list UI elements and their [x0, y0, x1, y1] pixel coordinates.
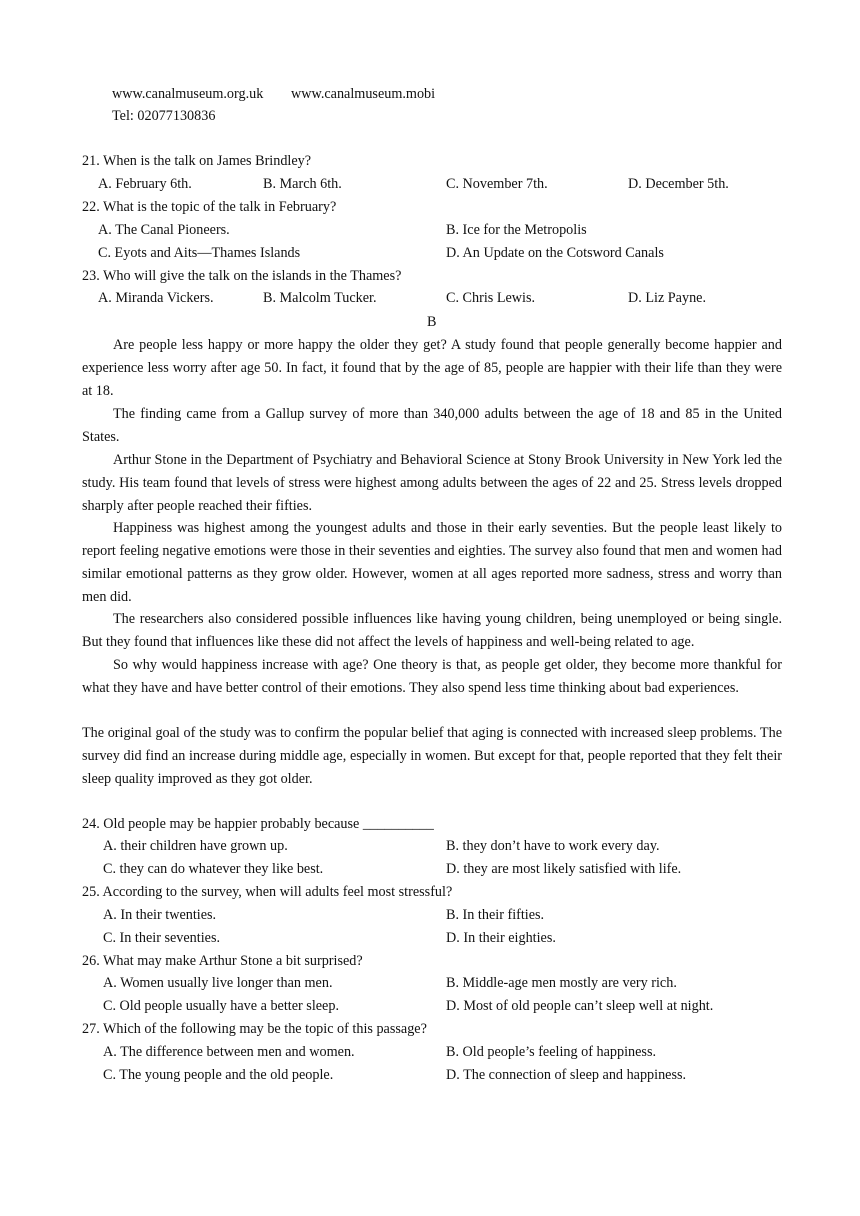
question-22-option-b: B. Ice for the Metropolis [446, 222, 587, 238]
question-27-stem: 27. Which of the following may be the topic of this passage? [82, 1021, 427, 1037]
question-22-stem: 22. What is the topic of the talk in February? [82, 199, 337, 215]
question-24-option-d: D. they are most likely satisfied with life. [446, 861, 682, 877]
paragraph-text: The researchers also considered possible influences like having young children, being unemployed or being single. But they found that influences like these did not affect the levels of happiness and well-being related to age. [82, 611, 782, 650]
question-25-option-c: C. In their seventies. [103, 930, 221, 946]
question-25-stem: 25. According to the survey, when will adults feel most stressful? [82, 884, 453, 900]
passage-paragraph-7 [82, 722, 782, 791]
question-22-option-c: C. Eyots and Aits—Thames Islands [98, 245, 301, 261]
passage-paragraph-1 [82, 334, 782, 403]
question-24-option-b: B. they don’t have to work every day. [446, 838, 660, 854]
website-link-org[interactable]: www.canalmuseum.org.uk [112, 86, 264, 102]
question-25-option-d: D. In their eighties. [446, 930, 556, 946]
paragraph-text: Arthur Stone in the Department of Psychiatry and Behavioral Science at Stony Brook University in New York led the study. His team found that levels of stress were highest among adults between the ages of 22 and 25. Stress levels dropped sharply after people reached their fifties. [82, 452, 782, 514]
telephone-text: Tel: 02077130836 [112, 108, 216, 124]
question-27-option-d: D. The connection of sleep and happiness. [446, 1067, 687, 1083]
question-26-option-a: A. Women usually live longer than men. [103, 975, 333, 991]
question-25-option-b: B. In their fifties. [446, 907, 545, 923]
question-27-option-b: B. Old people’s feeling of happiness. [446, 1044, 657, 1060]
question-21-option-a: A. February 6th. [98, 176, 192, 192]
passage-paragraph-5 [82, 608, 782, 654]
paragraph-text: The finding came from a Gallup survey of more than 340,000 adults between the age of 18 and 85 in the United States. [82, 406, 782, 445]
question-21-option-c: C. November 7th. [446, 176, 548, 192]
question-23-option-d: D. Liz Payne. [628, 290, 707, 306]
question-22-option-d: D. An Update on the Cotsword Canals [446, 245, 664, 261]
question-27-option-a: A. The difference between men and women. [103, 1044, 355, 1060]
question-23-option-a: A. Miranda Vickers. [98, 290, 214, 306]
passage-paragraph-6 [82, 654, 782, 700]
question-26-option-c: C. Old people usually have a better sleep. [103, 998, 339, 1014]
question-25-option-a: A. In their twenties. [103, 907, 217, 923]
question-23-option-c: C. Chris Lewis. [446, 290, 536, 306]
question-24-option-c: C. they can do whatever they like best. [103, 861, 324, 877]
question-24-option-a: A. their children have grown up. [103, 838, 288, 854]
question-26-option-d: D. Most of old people can’t sleep well at night. [446, 998, 714, 1014]
question-22-option-a: A. The Canal Pioneers. [98, 222, 230, 238]
section-heading: B [427, 314, 437, 330]
question-27-option-c: C. The young people and the old people. [103, 1067, 334, 1083]
question-23-option-b: B. Malcolm Tucker. [263, 290, 377, 306]
question-21-stem: 21. When is the talk on James Brindley? [82, 153, 312, 169]
paragraph-text: So why would happiness increase with age? One theory is that, as people get older, they become more thankful for what they have and have better control of their emotions. They also spend less time thinking about bad experiences. [82, 657, 782, 696]
question-26-stem: 26. What may make Arthur Stone a bit surprised? [82, 953, 363, 969]
passage-paragraph-4 [82, 517, 782, 609]
paragraph-text: The original goal of the study was to confirm the popular belief that aging is connected with increased sleep problems. The survey did find an increase during middle age, especially in women. But except for that, people reported that they felt their sleep quality improved as they got older. [82, 725, 782, 787]
paragraph-text: Are people less happy or more happy the older they get? A study found that people generally become happier and experience less worry after age 50. In fact, it found that by the age of 85, people are happier with their life than they were at 18. [82, 337, 782, 399]
website-link-mobi[interactable]: www.canalmuseum.mobi [291, 86, 436, 102]
question-21-option-d: D. December 5th. [628, 176, 729, 192]
passage-paragraph-3 [82, 449, 782, 518]
paragraph-text: Happiness was highest among the youngest adults and those in their early seventies. But the people least likely to report feeling negative emotions were those in their seventies and eighties. The survey also found that men and women had similar emotional patterns as they grow older. However, women at all ages reported more sadness, stress and worry than men did. [82, 520, 782, 605]
question-23-stem: 23. Who will give the talk on the islands in the Thames? [82, 268, 402, 284]
passage-paragraph-2 [82, 403, 782, 449]
question-24-stem: 24. Old people may be happier probably because __________ [82, 816, 434, 832]
question-26-option-b: B. Middle-age men mostly are very rich. [446, 975, 677, 991]
question-21-option-b: B. March 6th. [263, 176, 342, 192]
